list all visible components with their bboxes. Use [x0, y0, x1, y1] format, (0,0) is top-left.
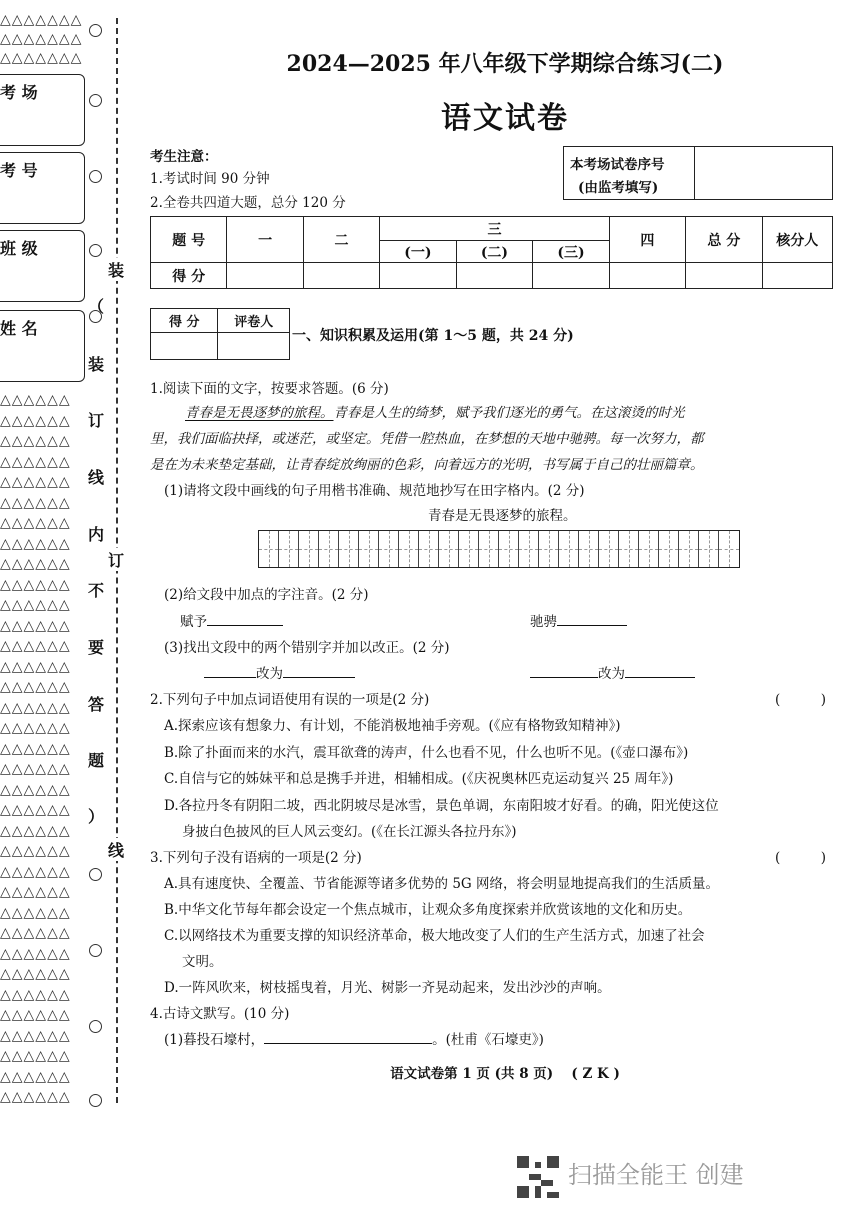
triangle-pattern: △△△△△△△ — [0, 12, 83, 28]
triangle-pattern: △△△△△△ — [0, 679, 71, 695]
triangle-pattern: △△△△△△ — [0, 658, 71, 675]
binding-hole-icon — [89, 24, 102, 37]
tianzige-cell[interactable] — [299, 531, 319, 567]
tianzige-cell[interactable] — [319, 531, 339, 567]
triangle-pattern: △△△△△△ — [0, 699, 71, 716]
tianzige-cell[interactable] — [559, 531, 579, 567]
tianzige-cell[interactable] — [259, 531, 279, 567]
binding-hole-icon — [89, 1094, 102, 1107]
correction-row — [204, 662, 355, 682]
tianzige-cell[interactable] — [639, 531, 659, 567]
inner-note-char: 内 — [88, 525, 105, 544]
section-heading: 一、知识积累及运用(第 1～5 题，共 24 分) — [292, 328, 574, 344]
tianzige-cell[interactable] — [539, 531, 559, 567]
notice-heading: 考生注意： — [150, 149, 218, 165]
pinyin-blank[interactable] — [557, 611, 627, 626]
triangle-pattern: △△△△△△ — [0, 884, 71, 900]
triangle-pattern: △△△△△△ — [0, 822, 71, 839]
seq-label: 本考场试卷序号 — [570, 157, 665, 173]
score-row-label: 得 分 — [151, 263, 227, 289]
score-subheader: (三) — [533, 241, 610, 263]
binding-char: 线 — [108, 838, 124, 861]
triangle-pattern: △△△△△△ — [0, 617, 71, 634]
triangle-pattern: △△△△△△ — [0, 802, 71, 818]
tianzige-cell[interactable] — [619, 531, 639, 567]
exam-subtitle: 语文试卷 — [441, 101, 569, 136]
triangle-pattern: △△△△△△ — [0, 720, 71, 736]
tianzige-cell[interactable] — [599, 531, 619, 567]
field-label-name: 姓 名 — [0, 319, 38, 338]
q4-stem: 4.古诗文默写。(10 分) — [150, 1006, 290, 1022]
q2-option-cont: 身披白色披风的巨人风云变幻。(《在长江源头各拉丹东》) — [182, 824, 517, 840]
grader-score-cell[interactable] — [151, 333, 218, 360]
inner-note-char: 答 — [88, 695, 105, 714]
triangle-pattern: △△△△△△ — [0, 474, 71, 490]
q1-copy-sentence: 青春是无畏逐梦的旅程。 — [428, 508, 577, 524]
q2-stem: 2.下列句子中加点词语使用有误的一项是(2 分) — [150, 692, 430, 708]
seq-label-note: (由监考填写) — [578, 180, 659, 196]
triangle-pattern: △△△△△△ — [0, 761, 71, 777]
q2-option: D.各拉丹冬有阴阳二坡，西北阴坡尽是冰雪，景色单调，东南阳坡才好看。的确，阳光使这位 — [164, 798, 719, 814]
seq-number-field[interactable] — [696, 147, 830, 199]
correction-row — [530, 662, 695, 682]
pinyin-word: 驰骋 — [530, 614, 557, 630]
triangle-pattern: △△△△△△ — [0, 986, 71, 1003]
score-header: 总 分 — [686, 217, 762, 263]
exam-room-field[interactable] — [0, 74, 85, 146]
score-header: 题 号 — [151, 217, 227, 263]
inner-note-char: 线 — [88, 468, 105, 487]
triangle-pattern: △△△△△△ — [0, 412, 71, 429]
grader-box — [150, 308, 290, 360]
change-label: 改为 — [256, 666, 283, 682]
score-cell[interactable] — [227, 263, 303, 289]
scanner-watermark: 扫描全能王 创建 — [568, 1161, 744, 1189]
q1-stem: 1.阅读下面的文字，按要求答题。(6 分) — [150, 381, 389, 397]
q2-answer-paren[interactable]: ( ) — [775, 692, 827, 708]
correct-char-blank[interactable] — [283, 663, 355, 678]
q3-option-cont: 文明。 — [182, 954, 223, 970]
tianzige-cell[interactable] — [439, 531, 459, 567]
score-subheader: (一) — [380, 241, 457, 263]
pinyin-blank[interactable] — [207, 611, 283, 626]
q3-option: B.中华文化节每年都会设定一个焦点城市，让观众多角度探索并欣赏该地的文化和历史。 — [164, 902, 692, 918]
tianzige-cell[interactable] — [459, 531, 479, 567]
q1-passage-line: 里，我们面临抉择，或迷茫，或坚定。凭借一腔热血，在梦想的天地中驰骋。每一次努力，都 — [150, 431, 704, 447]
underlined-sentence: 青春是无畏逐梦的旅程。 — [185, 405, 334, 421]
triangle-pattern: △△△△△△ — [0, 576, 71, 593]
triangle-pattern: △△△△△△ — [0, 863, 71, 880]
wrong-char-blank[interactable] — [530, 663, 598, 678]
score-header: 四 — [609, 217, 685, 263]
score-header: 一 — [227, 217, 303, 263]
triangle-pattern: △△△△△△ — [0, 781, 71, 798]
triangle-pattern: △△△△△△ — [0, 433, 71, 449]
triangle-pattern: △△△△△△ — [0, 1048, 71, 1064]
score-cell[interactable] — [380, 263, 457, 289]
tianzige-cell[interactable] — [419, 531, 439, 567]
exam-title: 2024—2025 年八年级下学期综合练习(二) — [286, 51, 724, 77]
score-cell[interactable] — [762, 263, 833, 289]
triangle-pattern: △△△△△△ — [0, 904, 71, 921]
grader-label: 评卷人 — [218, 309, 290, 333]
tianzige-cell[interactable] — [679, 531, 699, 567]
tianzige-cell[interactable] — [279, 531, 299, 567]
tianzige-cell[interactable] — [519, 531, 539, 567]
page-footer: 语文试卷第 1 页 (共 8 页) ( Z K ) — [390, 1066, 620, 1082]
inner-note-char: 要 — [88, 638, 105, 657]
triangle-pattern: △△△△△△ — [0, 945, 71, 962]
q3-answer-paren[interactable]: ( ) — [775, 850, 827, 866]
score-cell[interactable] — [456, 263, 533, 289]
triangle-pattern: △△△△△△ — [0, 1027, 71, 1044]
tianzige-cell[interactable] — [719, 531, 739, 567]
name-field[interactable] — [0, 310, 85, 382]
binding-strip — [0, 0, 128, 1105]
score-cell[interactable] — [303, 263, 379, 289]
binding-hole-icon — [89, 244, 102, 257]
triangle-pattern: △△△△△△ — [0, 1089, 71, 1105]
score-subheader: (二) — [456, 241, 533, 263]
pinyin-question — [180, 610, 283, 630]
notice-item: 1.考试时间 90 分钟 — [150, 171, 270, 187]
score-header: 核分人 — [762, 217, 833, 263]
tianzige-cell[interactable] — [379, 531, 399, 567]
triangle-pattern: △△△△△△ — [0, 843, 71, 859]
score-header: 三 — [380, 217, 610, 241]
poem-start: (1)暮投石壕村， — [164, 1032, 265, 1048]
poem-source: 。(杜甫《石壕吏》) — [432, 1032, 544, 1048]
q3-option: C.以网络技术为重要支撑的知识经济革命，极大地改变了人们的生产生活方式，加速了社会 — [164, 928, 705, 944]
triangle-pattern: △△△△△△ — [0, 515, 71, 531]
triangle-pattern: △△△△△△△ — [0, 31, 83, 47]
triangle-pattern: △△△△△△ — [0, 453, 71, 470]
score-header: 二 — [303, 217, 379, 263]
binding-hole-icon — [89, 1020, 102, 1033]
q1-sub3: (3)找出文段中的两个错别字并加以改正。(2 分) — [164, 640, 450, 656]
score-cell[interactable] — [686, 263, 762, 289]
binding-char: 装 — [108, 258, 124, 281]
tianzige-cell[interactable] — [399, 531, 419, 567]
triangle-pattern: △△△△△△ — [0, 597, 71, 613]
tianzige-grid[interactable] — [258, 530, 740, 568]
tianzige-cell[interactable] — [499, 531, 519, 567]
triangle-pattern: △△△△△△ — [0, 740, 71, 757]
triangle-pattern: △△△△△△ — [0, 392, 71, 408]
qr-code-icon — [517, 1156, 559, 1198]
q1-passage-line — [185, 401, 685, 421]
field-label-exam-number: 考 号 — [0, 161, 38, 180]
triangle-pattern: △△△△△△ — [0, 494, 71, 511]
binding-hole-icon — [89, 94, 102, 107]
tianzige-cell[interactable] — [659, 531, 679, 567]
triangle-pattern: △△△△△△ — [0, 638, 71, 654]
score-cell[interactable] — [609, 263, 685, 289]
triangle-pattern: △△△△△△ — [0, 966, 71, 982]
field-label-class: 班 级 — [0, 239, 38, 258]
binding-hole-icon — [89, 868, 102, 881]
triangle-pattern: △△△△△△ — [0, 1007, 71, 1023]
score-cell[interactable] — [533, 263, 610, 289]
grader-name-cell[interactable] — [218, 333, 290, 360]
wrong-char-blank[interactable] — [204, 663, 256, 678]
inner-note-char: ） — [88, 807, 105, 826]
passage-text: 青春是人生的绮梦，赋予我们逐光的勇气。在这滚烫的时光 — [333, 405, 685, 421]
triangle-pattern: △△△△△△ — [0, 925, 71, 941]
tianzige-cell[interactable] — [699, 531, 719, 567]
inner-note-char: 不 — [88, 581, 105, 600]
correct-char-blank[interactable] — [625, 663, 695, 678]
q3-stem: 3.下列句子没有语病的一项是(2 分) — [150, 850, 362, 866]
q3-option: D.一阵风吹来，树枝摇曳着，月光、树影一齐晃动起来，发出沙沙的声响。 — [164, 980, 611, 996]
q4-sub1 — [164, 1028, 544, 1048]
score-table — [150, 216, 833, 289]
triangle-pattern: △△△△△△△ — [0, 50, 83, 66]
inner-note-char: 装 — [88, 355, 105, 374]
notice-item: 2.全卷共四道大题，总分 120 分 — [150, 195, 346, 211]
tianzige-cell[interactable] — [479, 531, 499, 567]
inner-note-char: （ — [88, 297, 105, 316]
change-label: 改为 — [598, 666, 625, 682]
q2-option: A.探索应该有想象力、有计划，不能消极地袖手旁观。(《应有格物致知精神》) — [164, 718, 621, 734]
triangle-pattern: △△△△△△ — [0, 1068, 71, 1085]
pinyin-question — [530, 610, 627, 630]
exam-number-field[interactable] — [0, 152, 85, 224]
pinyin-word: 赋予 — [180, 614, 207, 630]
triangle-pattern: △△△△△△ — [0, 556, 71, 572]
tianzige-cell[interactable] — [359, 531, 379, 567]
field-label-exam-room: 考 场 — [0, 83, 38, 102]
q3-option: A.具有速度快、全覆盖、节省能源等诸多优势的 5G 网络，将会明显地提高我们的生活质量。 — [164, 876, 719, 892]
tianzige-cell[interactable] — [579, 531, 599, 567]
binding-hole-icon — [89, 944, 102, 957]
q2-option: C.自信与它的姊妹平和总是携手并进，相辅相成。(《庆祝奥林匹克运动复兴 25 周年》) — [164, 771, 674, 787]
q1-passage-line: 是在为未来垫定基础，让青春绽放绚丽的色彩，向着远方的光明，书写属于自己的壮丽篇章。 — [150, 457, 704, 473]
poem-blank[interactable] — [264, 1029, 432, 1044]
binding-char: 订 — [108, 548, 124, 571]
triangle-pattern: △△△△△△ — [0, 535, 71, 552]
q2-option: B.除了扑面而来的水汽，震耳欲聋的涛声，什么也看不见，什么也听不见。(《壶口瀑布》) — [164, 745, 689, 761]
q1-sub2: (2)给文段中加点的字注音。(2 分) — [164, 587, 369, 603]
grader-label: 得 分 — [151, 309, 218, 333]
q1-sub1: (1)请将文段中画线的句子用楷书准确、规范地抄写在田字格内。(2 分) — [164, 483, 585, 499]
class-field[interactable] — [0, 230, 85, 302]
inner-note-char: 题 — [88, 751, 105, 770]
paper-sequence-box — [563, 146, 833, 200]
binding-hole-icon — [89, 170, 102, 183]
inner-note-char: 订 — [88, 411, 105, 430]
tianzige-cell[interactable] — [339, 531, 359, 567]
